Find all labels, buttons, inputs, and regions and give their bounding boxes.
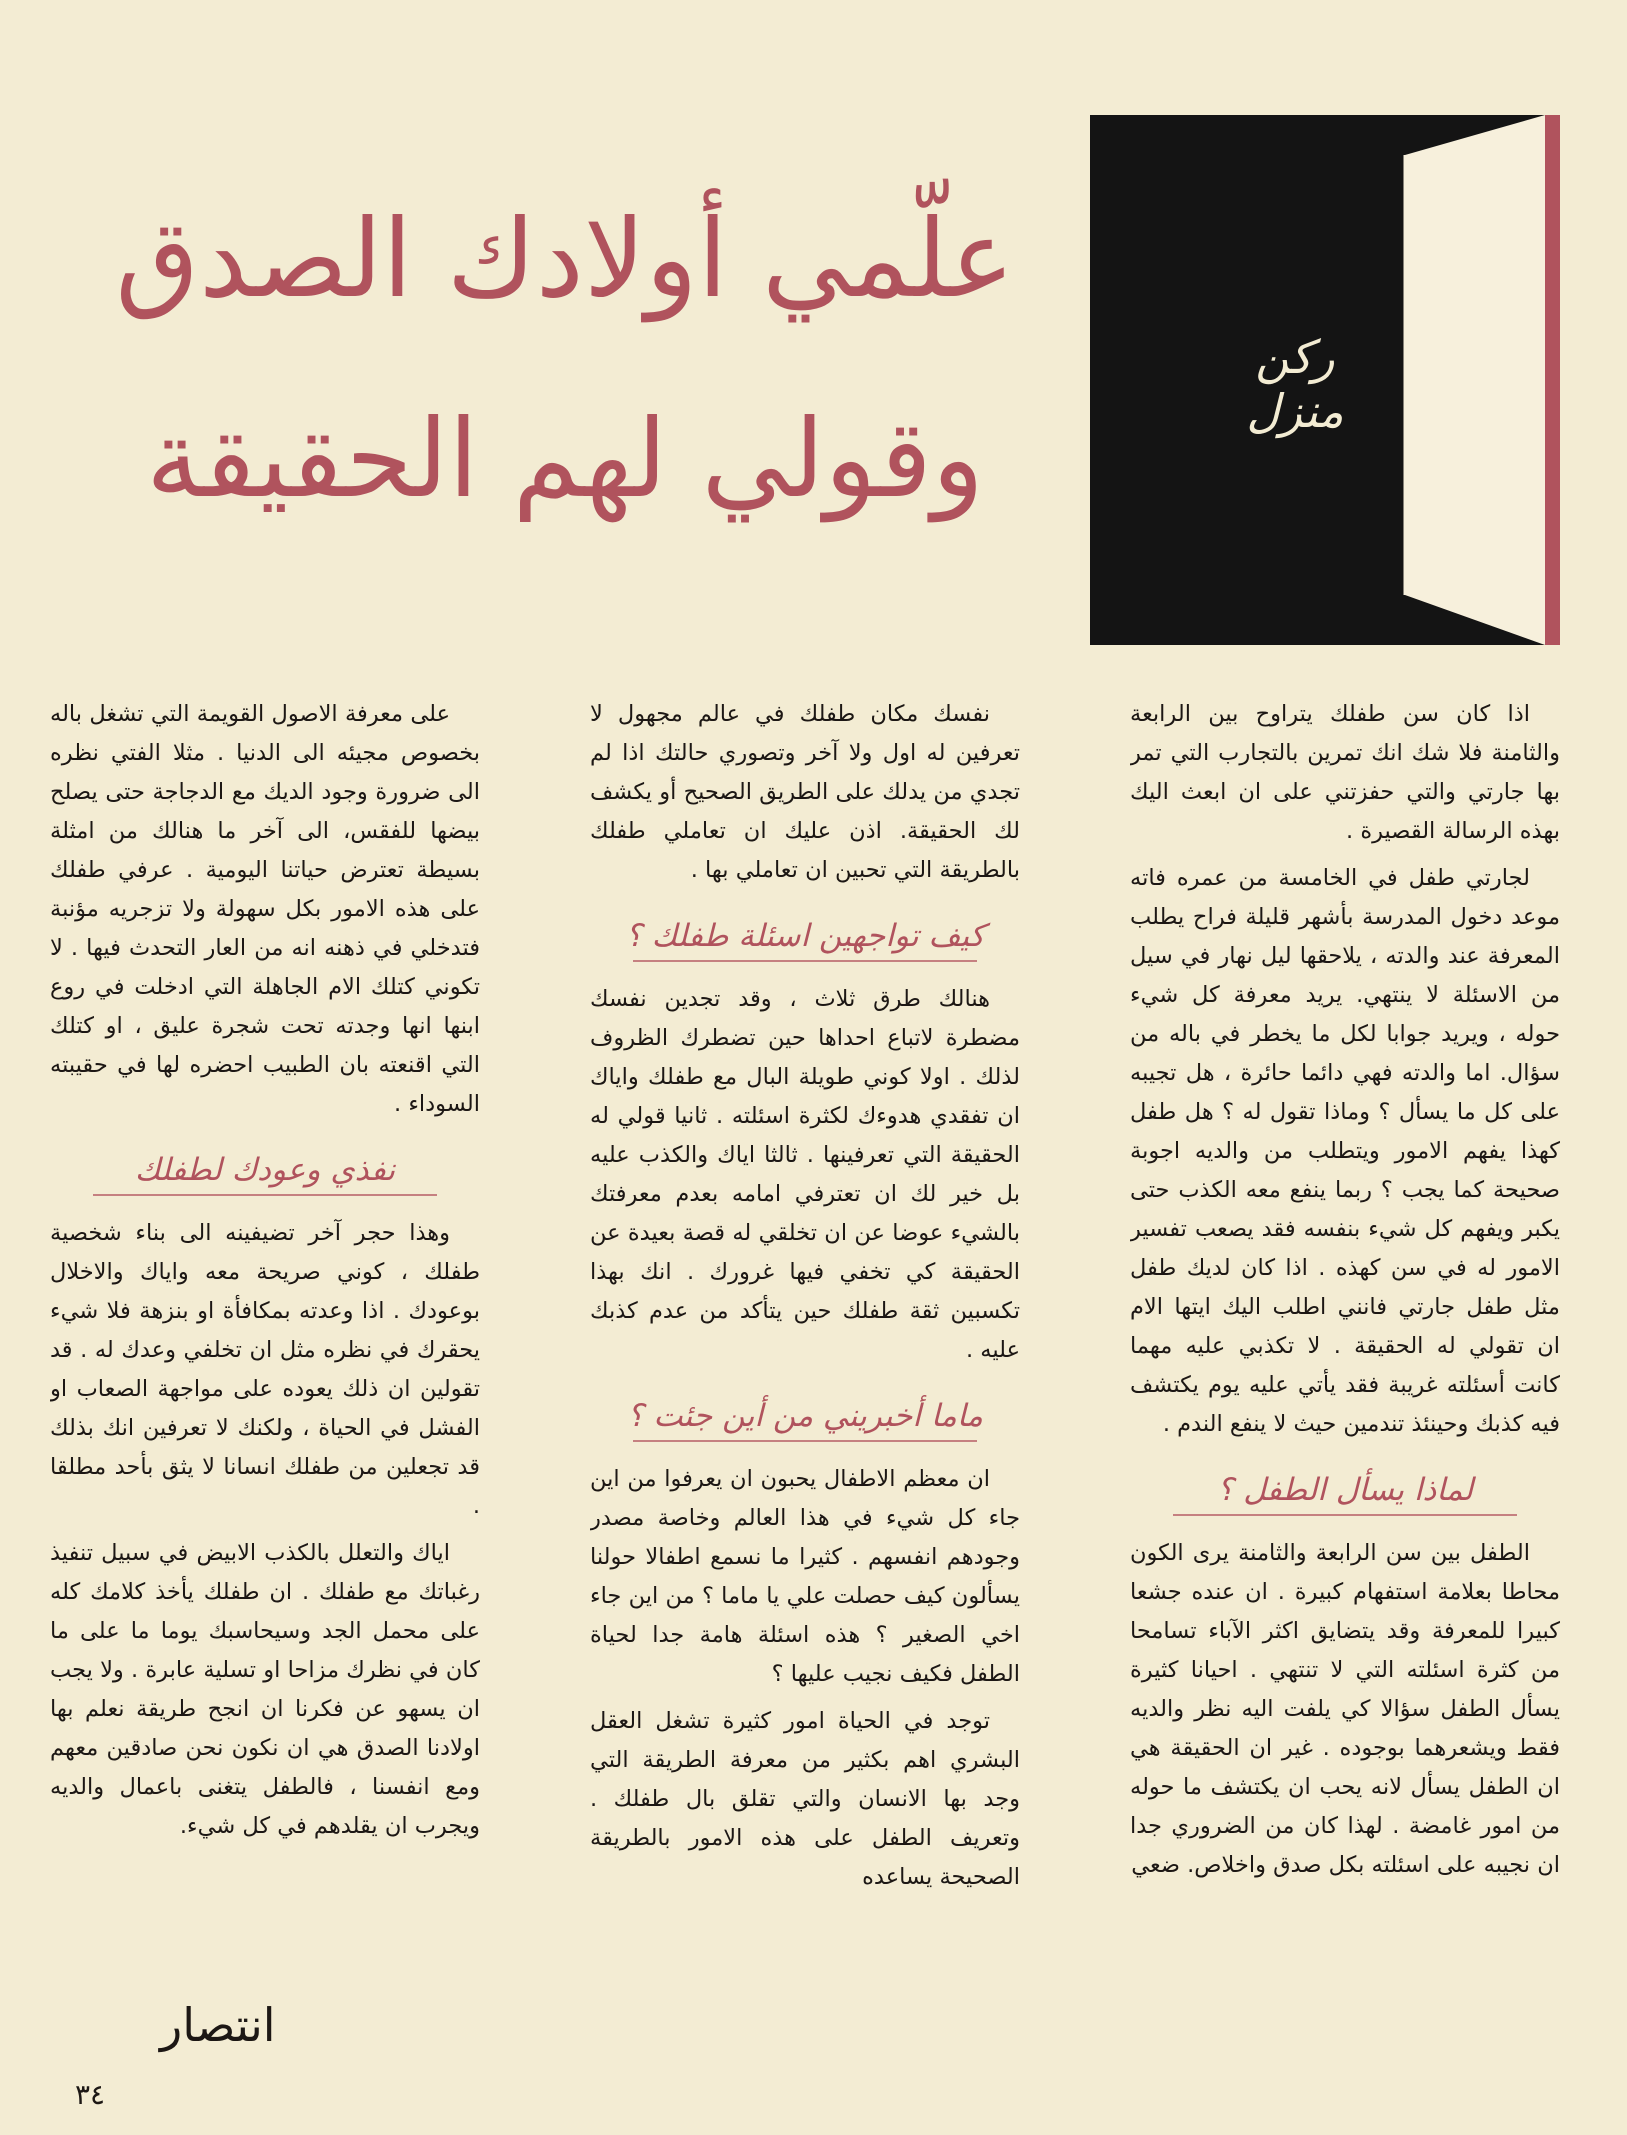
subheading-underline — [633, 960, 977, 962]
paragraph: الطفل بين سن الرابعة والثامنة يرى الكون محاطا بعلامة استفهام كبيرة . ان عنده جشعا كبيرا للمعرفة وقد يتضايق اكثر الآباء تسامحا من كثرة اسئلته التي لا تنتهي . احيانا كثيرة يسأل الطفل سؤالا كي يلفت اليه نظر والديه فقط ويشعرهما بوجوده . غير ان الحقيقة هي ان الطفل يسأل لانه يحب ان يكتشف ما حوله من امور غامضة . لهذا كان من الضروري جدا ان نجيبه على اسئلته بكل صدق واخلاص. ضعي — [1130, 1540, 1560, 1878]
subheading-underline — [1173, 1514, 1517, 1516]
column-left — [50, 695, 480, 2005]
paragraph: وهذا حجر آخر تضيفينه الى بناء شخصية طفلك ، كوني صريحة معه واياك والاخلال بوعودك . اذا وعدته بمكافأة او بنزهة فلا شيء يحقرك في نظره مثل ان تخلفي وعدك له . قد تقولين ان ذلك يعوده على مواجهة الصعاب او الفشل في الحياة ، ولكنك لا تعرفين انك بذلك قد تجعلين من طفلك انسانا لا يثق بأحد مطلقا . — [50, 1220, 480, 1519]
subheading-underline — [633, 1440, 977, 1442]
paragraph: ان معظم الاطفال يحبون ان يعرفوا من اين جاء كل شيء في هذا العالم وخاصة مصدر وجودهم انفسهم . كثيرا ما نسمع اطفالا حولنا يسألون كيف حصلت علي يا ماما ؟ من اين جاء اخي الصغير ؟ هذه اسئلة هامة جدا لحياة الطفل فكيف نجيب عليها ؟ — [590, 1466, 1020, 1687]
paragraph: اياك والتعلل بالكذب الابيض في سبيل تنفيذ رغباتك مع طفلك . ان طفلك يأخذ كلامك كله على محمل الجد وسيحاسبك يوما ما على ما كان في نظرك مزاحا او تسلية عابرة . ولا يجب ان يسهو عن فكرنا ان انجح طريقة نعلم بها اولادنا الصدق هي ان نكون نحن صادقين معهم ومع انفسنا ، فالطفل يتغنى باعمال والديه ويجرب ان يقلدهم في كل شيء. — [50, 1540, 480, 1839]
logo-caption — [1185, 330, 1405, 438]
title-line-2: وقولي لهم الحقيقة — [145, 397, 985, 522]
paragraph: هنالك طرق ثلاث ، وقد تجدين نفسك مضطرة لاتباع احداها حين تضطرك الظروف لذلك . اولا كوني طويلة البال مع طفلك واياك ان تفقدي هدوءك لكثرة اسئلته . ثانيا قولي له الحقيقة التي تعرفينها . ثالثا اياك والكذب عليه بل خير لك ان تعترفي امامه بعدم معرفتك بالشيء عوضا عن ان تخلقي له قصة بعيدة عن الحقيقة كي تخفي فيها غرورك . انك بهذا تكسبين ثقة طفلك حين يتأكد من عدم كذبك عليه . — [590, 986, 1020, 1363]
logo-line-2: منزل — [1246, 384, 1344, 438]
column-middle — [590, 695, 1020, 2005]
column-right — [1130, 695, 1560, 2005]
paragraph: نفسك مكان طفلك في عالم مجهول لا تعرفين له اول ولا آخر وتصوري حالتك اذا لم تجدي من يدلك على الطريق الصحيح أو يكشف لك الحقيقة. اذن عليك ان تعاملي طفلك بالطريقة التي تحبين ان تعاملي بها . — [590, 701, 1020, 883]
paragraph: لجارتي طفل في الخامسة من عمره فاته موعد دخول المدرسة بأشهر قليلة فراح يطلب المعرفة عند والدته ، يلاحقها ليل نهار في سيل من الاسئلة لا ينتهي. يريد معرفة كل شيء حوله ، ويريد جوابا لكل ما يخطر في باله من سؤال. اما والدته فهي دائما حائرة ، هل تجيبه على كل ما يسأل ؟ وماذا تقول له ؟ هل طفل كهذا يفهم الامور ويتطلب من والديه اجوبة صحيحة كما يجب ؟ ربما ينفع معه الكذب حتى يكبر ويفهم كل شيء بنفسه فقد يصعب تفسير الامور له في سن كهذه . اذا كان لديك طفل مثل طفل جارتي فانني اطلب اليك ايتها الام ان تقولي له الحقيقة . لا تكذبي عليه مهما كانت أسئلته غريبة فقد يأتي عليه يوم يكتشف فيه كذبك وحينئذ تندمين حيث لا ينفع الندم . — [1130, 865, 1560, 1437]
subheading — [590, 916, 1020, 962]
subheading-text: كيف تواجهين اسئلة طفلك ؟ — [625, 918, 985, 954]
page-number: ٣٤ — [75, 2078, 106, 2111]
subheading-text: ماما أخبريني من أين جئت ؟ — [627, 1398, 983, 1434]
subheading-text: نفذي وعودك لطفلك — [134, 1152, 396, 1188]
page-title — [60, 160, 1070, 560]
paragraph: على معرفة الاصول القويمة التي تشغل باله بخصوص مجيئه الى الدنيا . مثلا الفتي نظره الى ضرورة وجود الديك مع الدجاجة حتى يصلح بيضها للفقس، الى آخر ما هنالك من امثلة بسيطة تعترض حياتنا اليومية . عرفي طفلك على هذه الامور بكل سهولة ولا تزجريه مؤنبة فتدخلي في ذهنه انه من العار التحدث فيها . لا تكوني كتلك الام الجاهلة التي ادخلت في روع ابنها انها وجدته تحت شجرة عليق ، او كتلك التي اقنعته بان الطبيب احضره لها في حقيبته السوداء . — [50, 701, 480, 1117]
logo-line-1: ركن — [1255, 330, 1335, 384]
author-signature: انتصار — [160, 1998, 276, 2052]
paragraph: توجد في الحياة امور كثيرة تشغل العقل البشري اهم بكثير من معرفة الطريقة التي وجد بها الانسان والتي تقلق بال طفلك . وتعريف الطفل على هذه الامور بالطريقة الصحيحة يساعده — [590, 1708, 1020, 1890]
subheading-text: لماذا يسأل الطفل ؟ — [1216, 1472, 1474, 1508]
paragraph: اذا كان سن طفلك يتراوح بين الرابعة والثامنة فلا شك انك تمرين بالتجارب التي تمر بها جارتي والتي حفزتني على ان ابعث اليك بهذه الرسالة القصيرة . — [1130, 701, 1560, 844]
subheading-underline — [93, 1194, 437, 1196]
subheading — [50, 1150, 480, 1196]
subheading — [1130, 1470, 1560, 1516]
subheading — [590, 1396, 1020, 1442]
door-logo — [1090, 115, 1560, 645]
title-line-1: علّمي أولادك الصدق — [115, 197, 1015, 322]
